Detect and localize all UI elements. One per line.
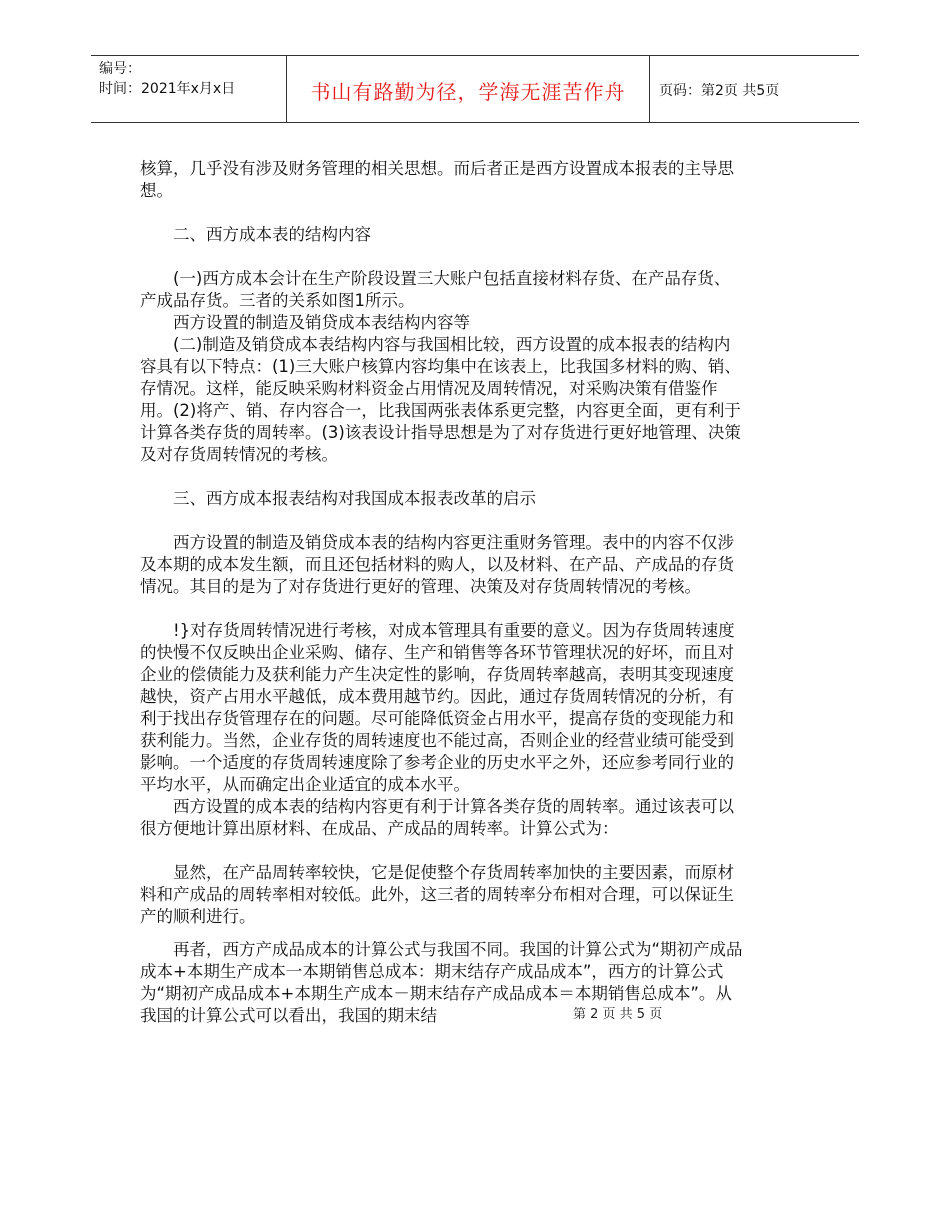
section-heading: 二、西方成本表的结构内容 xyxy=(173,225,371,244)
paragraph: 核算，几乎没有涉及财务管理的相关思想。而后者正是西方设置成本报表的主导思想。 xyxy=(140,159,734,200)
page-footer-mark: 第 2 页 共 5 页 xyxy=(573,1007,663,1022)
section-heading: 三、西方成本报表结构对我国成本报表改革的启示 xyxy=(173,489,536,508)
document-body xyxy=(140,158,745,1027)
time-label: 时间：2021年x月x日 xyxy=(99,81,236,97)
paragraph: 显然，在产品周转率较快，它是促使整个存货周转率加快的主要因素，而原材料和产成品的周转率相对较低。此外，这三者的周转率分布相对合理，可以保证生产的顺利进行。 xyxy=(140,863,734,926)
paragraph: 西方设置的制造及销贷成本表结构内容等 xyxy=(173,313,470,332)
header-meta xyxy=(99,59,235,99)
paragraph: (一)西方成本会计在生产阶段设置三大账户包括直接材料存货、在产品存货、产成品存货。三者的关系如图1所示。 xyxy=(140,269,731,310)
paragraph: 西方设置的制造及销贷成本表的结构内容更注重财务管理。表中的内容不仅涉及本期的成本发生额，而且还包括材料的购人，以及材料、在产品、产成品的存货情况。其目的是为了对存货进行更好的管理、决策及对存货周转情况的考核。 xyxy=(140,533,734,596)
number-label: 编号： xyxy=(99,61,141,77)
page-info: 页码：第2页 共5页 xyxy=(659,83,780,99)
page-header xyxy=(91,55,859,123)
paragraph: !}对存货周转情况进行考核，对成本管理具有重要的意义。因为存货周转速度的快慢不仅反映出企业采购、储存、生产和销售等各环节管理状况的好坏，而且对企业的偿债能力及获利能力产生决定性的影响，存货周转率越高，表明其变现速度越快，资产占用水平越低，成本费用越节约。因此，通过存货周转情况的分析，有利于找出存货管理存在的问题。尽可能降低资金占用水平，提高存货的变现能力和获利能力。当然，企业存货的周转速度也不能过高，否则企业的经营业绩可能受到影响。一个适度的存货周转速度除了参考企业的历史水平之外，还应参考同行业的平均水平，从而确定出企业适宜的成本水平。 xyxy=(140,621,735,794)
header-motto: 书山有路勤为径，学海无涯苦作舟 xyxy=(310,80,626,104)
paragraph: 西方设置的成本表的结构内容更有利于计算各类存货的周转率。通过该表可以很方便地计算出原材料、在成品、产成品的周转率。计算公式为： xyxy=(140,797,734,838)
paragraph: 再者，西方产成品成本的计算公式与我国不同。我国的计算公式为“期初产成品成本+本期生产成本一本期销售总成本：期末结存产成品成本”，西方的计算公式为“期初产成品成本+本期生产成本－期末结存产成品成本＝本期销售总成本”。从我国的计算公式可以看出，我国的期末结 xyxy=(140,940,743,1025)
paragraph: (二)制造及销贷成本表结构内容与我国相比较，西方设置的成本报表的结构内容具有以下特点：(1)三大账户核算内容均集中在该表上，比我国多材料的购、销、存情况。这样，能反映采购材料资金占用情况及周转情况，对采购决策有借鉴作用。(2)将产、销、存内容合一，比我国两张表体系更完整，内容更全面，更有利于计算各类存货的周转率。(3)该表设计指导思想是为了对存货进行更好地管理、决策及对存货周转情况的考核。 xyxy=(140,335,741,464)
header-divider xyxy=(649,56,650,122)
